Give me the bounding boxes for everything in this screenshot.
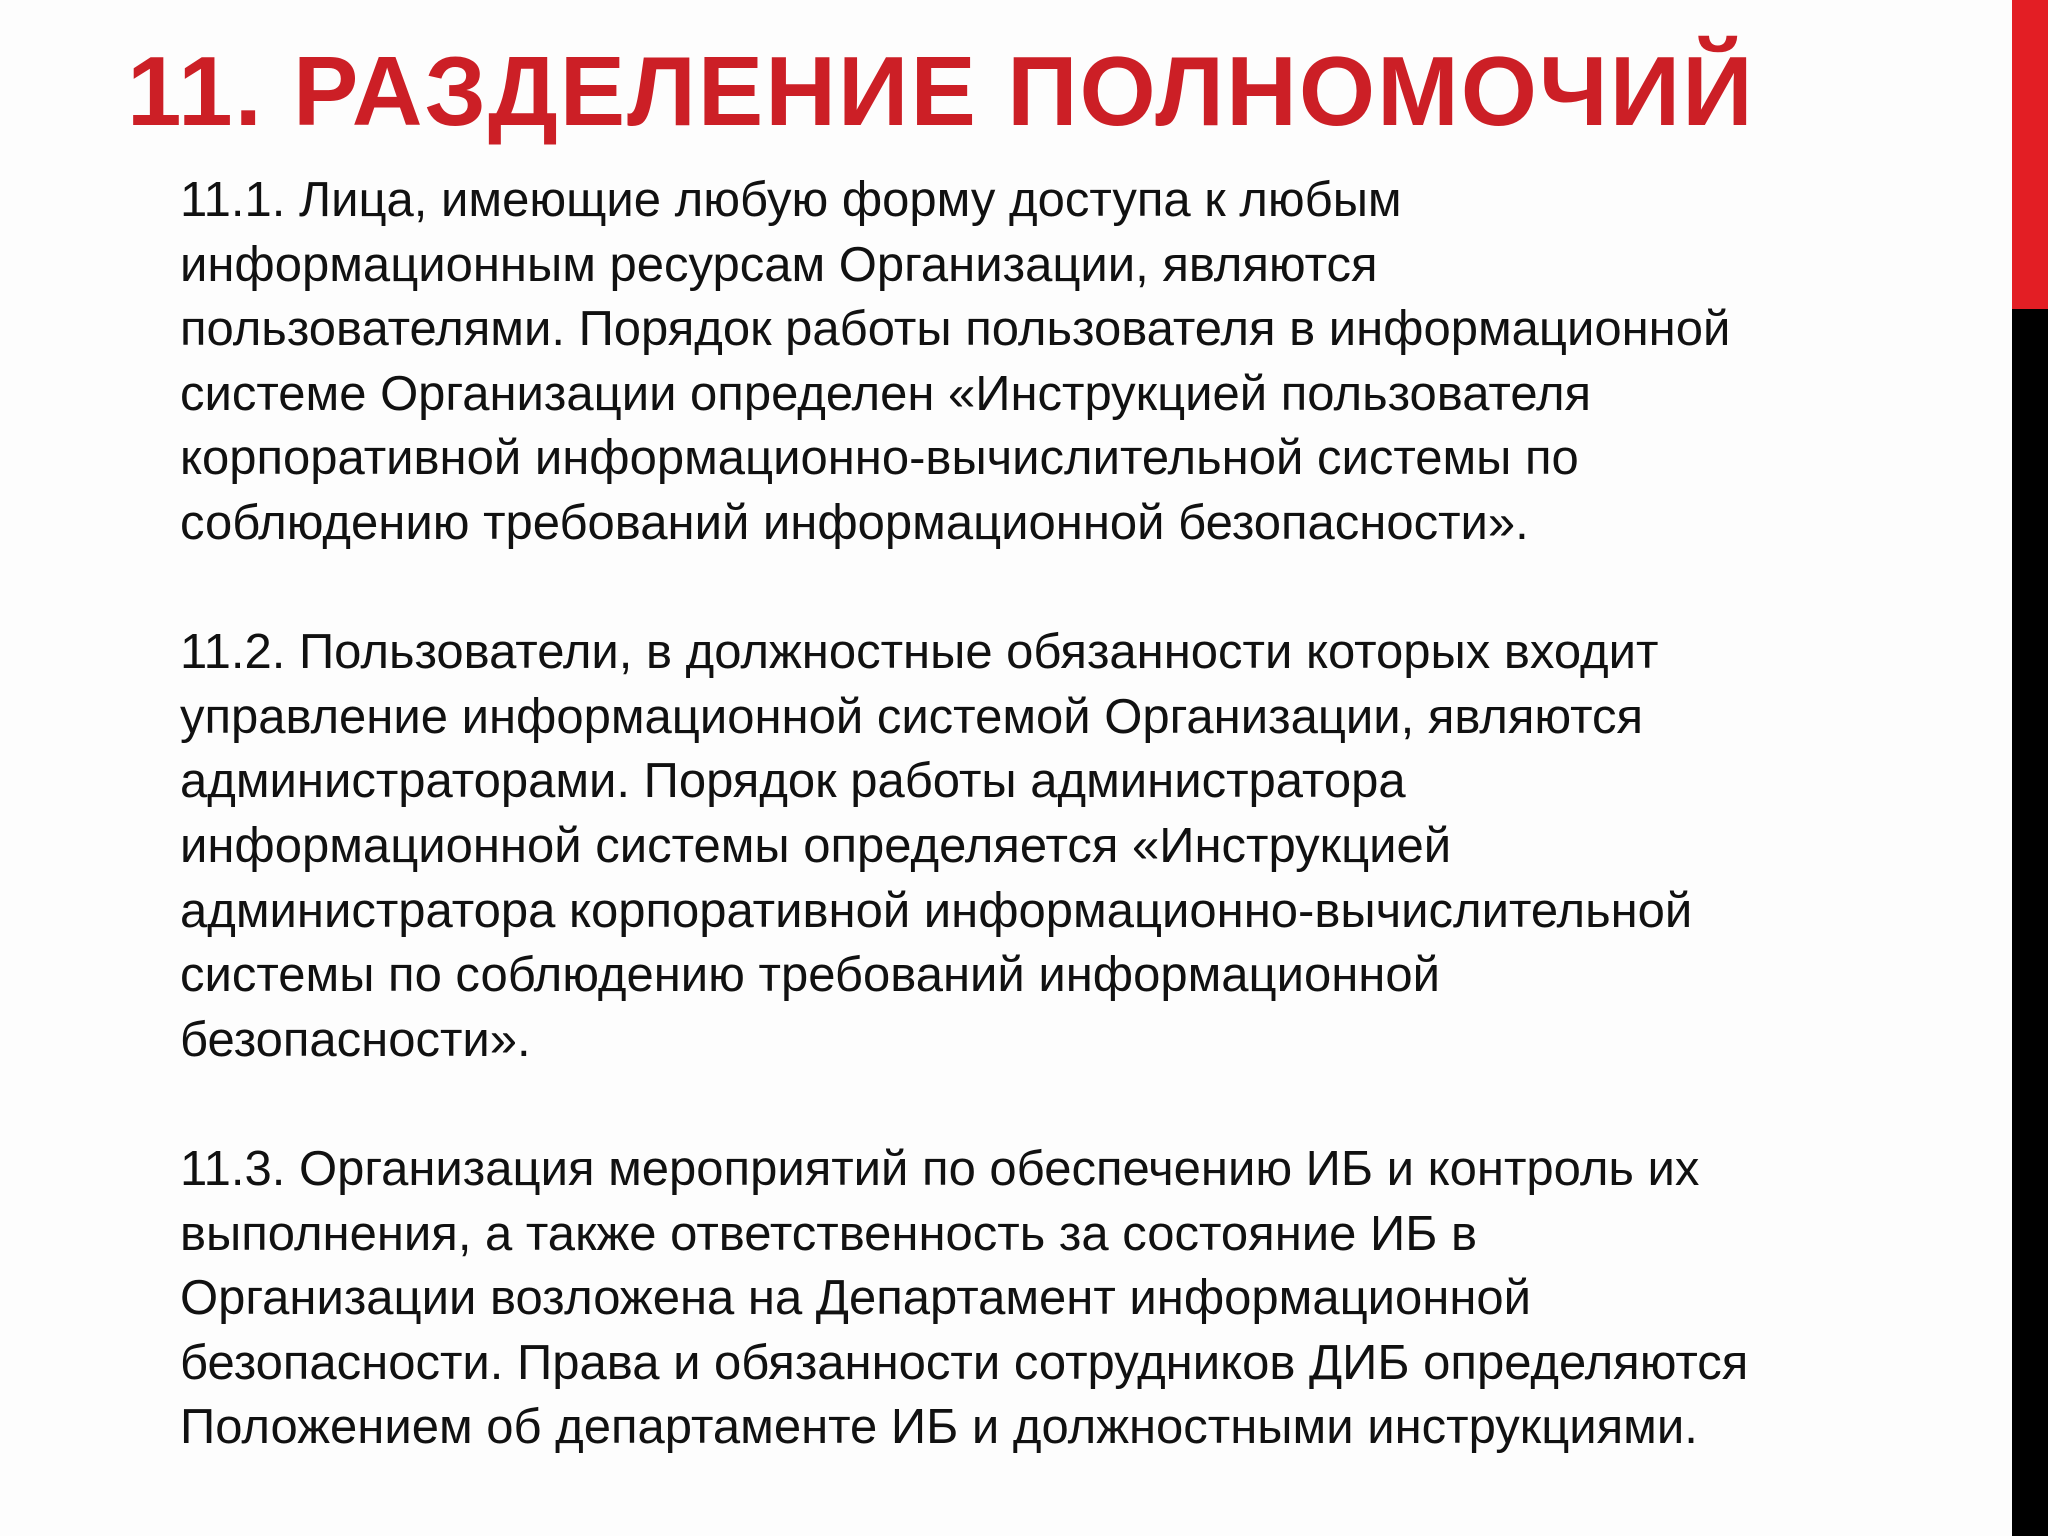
accent-bar-black xyxy=(2012,309,2048,1536)
paragraph-11-2: 11.2. Пользователи, в должностные обязанности которых входит управление информационной системой Организации, являются администраторами. Порядок работы администратора информационной системы определяется «Инструкцией администратора корпоративной информационно-вычислительной системы по соблюдению требований информационной безопасности». xyxy=(180,625,1693,1067)
accent-bar-red xyxy=(2012,0,2048,309)
paragraph-11-3: 11.3. Организация мероприятий по обеспечению ИБ и контроль их выполнения, а также ответственность за состояние ИБ в Организации возложена на Департамент информационной безопасности. Права и обязанности сотрудников ДИБ определяются Положением об департаменте ИБ и должностными инструкциями. xyxy=(180,1141,1749,1455)
slide-title: 11. РАЗДЕЛЕНИЕ ПОЛНОМОЧИЙ xyxy=(127,36,1755,146)
paragraph-11-1: 11.1. Лица, имеющие любую форму доступа к любым информационным ресурсам Организации, являются пользователями. Порядок работы пользователя в информационной системе Организации определен «Инструкцией пользователя корпоративной информационно-вычислительной системы по соблюдению требований информационной безопасности». xyxy=(180,173,1731,550)
slide-body xyxy=(180,168,1940,1524)
